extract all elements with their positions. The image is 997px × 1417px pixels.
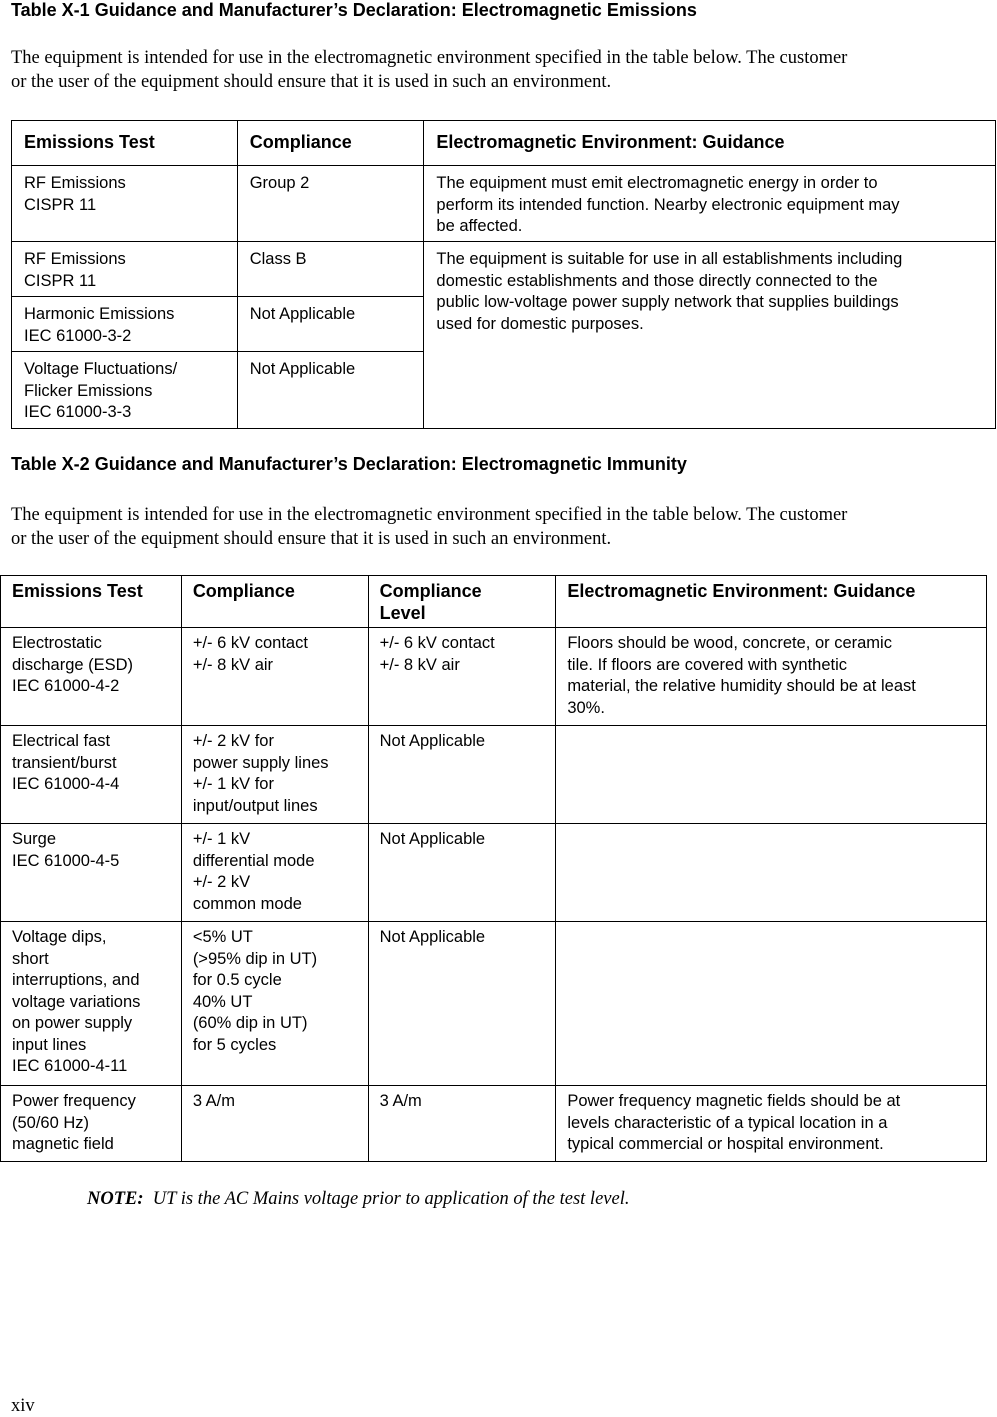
cell-line: be affected. — [436, 217, 523, 235]
cell-line: 40% UT — [192, 992, 253, 1011]
cell-line: Power frequency magnetic fields should be at — [567, 1092, 901, 1110]
test-cell — [1, 1086, 182, 1162]
cell-line: Power frequency — [12, 1092, 136, 1110]
note-label: NOTE: — [87, 1189, 144, 1209]
cell-line: Voltage Fluctuations/ — [24, 360, 178, 378]
cell-line: 3 A/m — [379, 1092, 422, 1110]
cell-line: perform its intended function. Nearby electronic equipment may — [436, 195, 900, 214]
test-cell — [1, 922, 182, 1086]
guidance-cell — [556, 628, 987, 726]
cell-line: Floors should be wood, concrete, or ceramic — [567, 634, 892, 652]
cell-line: IEC 61000-4-11 — [12, 1057, 128, 1075]
table-header-row — [12, 121, 996, 166]
cell-line: +/- 6 kV contact — [379, 634, 495, 652]
compliance-cell — [181, 628, 368, 726]
table-header-row — [1, 576, 987, 628]
cell-line: Voltage dips, — [12, 928, 107, 946]
cell-line: levels characteristic of a typical location in a — [567, 1113, 888, 1132]
compliance-cell — [237, 242, 424, 297]
cell-line: Electrostatic — [12, 634, 102, 652]
cell-line: input/output lines — [192, 796, 318, 815]
cell-line: IEC 61000-3-3 — [24, 403, 132, 421]
table2-intro — [11, 503, 847, 551]
cell-line: short — [12, 949, 49, 968]
cell-line: Not Applicable — [379, 830, 486, 848]
guidance-cell — [424, 166, 996, 242]
compliance-cell — [181, 1086, 368, 1162]
table2-title: Table X-2 Guidance and Manufacturer’s Declaration: Electromagnetic Immunity — [11, 454, 687, 474]
cell-line: +/- 1 kV — [192, 830, 251, 848]
cell-line: for 5 cycles — [192, 1035, 277, 1054]
cell-line: material, the relative humidity should be at least — [567, 677, 916, 695]
cell-line: +/- 2 kV for — [192, 732, 274, 750]
intro-line: or the user of the equipment should ensure that it is used in such an environment. — [11, 72, 612, 92]
cell-line: <5% UT — [192, 928, 253, 946]
note-text: UT is the AC Mains voltage prior to application of the test level. — [152, 1189, 630, 1209]
column-header — [556, 576, 987, 628]
cell-line: 3 A/m — [192, 1092, 235, 1110]
compliance-level-cell — [368, 726, 556, 824]
cell-line: The equipment is suitable for use in all establishments including — [436, 250, 903, 268]
emissions-table — [11, 120, 996, 429]
header-line: Electromagnetic Environment: Guidance — [567, 581, 916, 601]
cell-line: used for domestic purposes. — [436, 314, 644, 333]
compliance-cell — [181, 726, 368, 824]
cell-line: power supply lines — [192, 753, 329, 772]
cell-line: IEC 61000-3-2 — [24, 326, 132, 345]
cell-line: Flicker Emissions — [24, 381, 153, 400]
cell-line: +/- 6 kV contact — [192, 634, 308, 652]
cell-line: The equipment must emit electromagnetic energy in order to — [436, 174, 878, 192]
test-cell — [1, 628, 182, 726]
cell-line: interruptions, and — [12, 971, 140, 989]
header-line: Compliance — [379, 581, 482, 601]
intro-line: The equipment is intended for use in the electromagnetic environment specified in the table below. The customer — [11, 505, 848, 525]
test-cell — [12, 242, 238, 297]
cell-line: +/- 8 kV air — [379, 655, 460, 674]
cell-line: typical commercial or hospital environment. — [567, 1135, 884, 1153]
cell-line: IEC 61000-4-2 — [12, 677, 120, 695]
header-line: Level — [379, 603, 426, 623]
cell-line: differential mode — [192, 851, 315, 870]
header-line: Compliance — [192, 581, 295, 601]
guidance-cell — [556, 922, 987, 1086]
cell-line: +/- 8 kV air — [192, 655, 274, 674]
cell-line: Harmonic Emissions — [24, 305, 175, 323]
cell-line: RF Emissions — [24, 250, 126, 268]
intro-line: The equipment is intended for use in the electromagnetic environment specified in the table below. The customer — [11, 48, 848, 68]
cell-line: +/- 1 kV for — [192, 775, 274, 793]
cell-line: (>95% dip in UT) — [192, 949, 318, 968]
column-header: Electromagnetic Environment: Guidance — [424, 121, 996, 166]
compliance-level-cell — [368, 1086, 556, 1162]
guidance-cell — [556, 1086, 987, 1162]
test-cell — [12, 352, 238, 429]
compliance-cell — [237, 352, 424, 429]
column-header — [181, 576, 368, 628]
cell-line: voltage variations — [12, 992, 141, 1011]
cell-line: 30%. — [567, 698, 605, 717]
cell-line: (50/60 Hz) — [12, 1113, 90, 1132]
compliance-cell — [237, 297, 424, 352]
guidance-cell — [424, 242, 996, 429]
cell-line: CISPR 11 — [24, 195, 97, 214]
test-cell — [12, 166, 238, 242]
compliance-level-cell — [368, 628, 556, 726]
cell-line: domestic establishments and those directly connected to the — [436, 271, 878, 290]
cell-line: tile. If floors are covered with synthetic — [567, 655, 848, 674]
cell-line: (60% dip in UT) — [192, 1014, 308, 1032]
cell-line: IEC 61000-4-4 — [12, 775, 120, 793]
compliance-cell — [181, 824, 368, 922]
cell-line: Group 2 — [249, 174, 310, 192]
cell-line: input lines — [12, 1035, 87, 1054]
page-number: xiv — [11, 1396, 35, 1416]
table-row — [12, 242, 996, 297]
compliance-cell — [181, 922, 368, 1086]
cell-line: Not Applicable — [379, 928, 486, 946]
column-header: Compliance — [237, 121, 424, 166]
table1-title: Table X-1 Guidance and Manufacturer’s Declaration: Electromagnetic Emissions — [11, 0, 697, 20]
cell-line: CISPR 11 — [24, 271, 97, 290]
test-cell — [1, 824, 182, 922]
cell-line: transient/burst — [12, 753, 117, 772]
table-row — [1, 824, 987, 922]
cell-line: Class B — [249, 250, 307, 268]
cell-line: IEC 61000-4-5 — [12, 851, 120, 870]
cell-line: for 0.5 cycle — [192, 971, 282, 989]
cell-line: magnetic field — [12, 1135, 114, 1153]
immunity-table — [0, 575, 987, 1162]
cell-line: Surge — [12, 830, 57, 848]
column-header — [368, 576, 556, 628]
column-header: Emissions Test — [12, 121, 238, 166]
cell-line: Electrical fast — [12, 732, 111, 750]
cell-line: RF Emissions — [24, 174, 126, 192]
cell-line: Not Applicable — [379, 732, 486, 750]
compliance-cell — [237, 166, 424, 242]
compliance-level-cell — [368, 922, 556, 1086]
table-row — [1, 1086, 987, 1162]
guidance-cell — [556, 726, 987, 824]
note — [87, 1189, 629, 1210]
test-cell — [1, 726, 182, 824]
cell-line: Not Applicable — [249, 305, 356, 323]
cell-line: +/- 2 kV — [192, 873, 251, 891]
cell-line: common mode — [192, 894, 302, 913]
compliance-level-cell — [368, 824, 556, 922]
test-cell — [12, 297, 238, 352]
table-row — [12, 166, 996, 242]
cell-line: on power supply — [12, 1014, 133, 1032]
table-row — [1, 922, 987, 1086]
cell-line: public low-voltage power supply network that supplies buildings — [436, 293, 899, 311]
guidance-cell — [556, 824, 987, 922]
column-header — [1, 576, 182, 628]
intro-line: or the user of the equipment should ensure that it is used in such an environment. — [11, 529, 612, 549]
cell-line: Not Applicable — [249, 360, 356, 378]
header-line: Emissions Test — [12, 581, 143, 601]
cell-line: discharge (ESD) — [12, 655, 134, 674]
table-row — [1, 628, 987, 726]
table-row — [1, 726, 987, 824]
table1-intro — [11, 46, 847, 94]
